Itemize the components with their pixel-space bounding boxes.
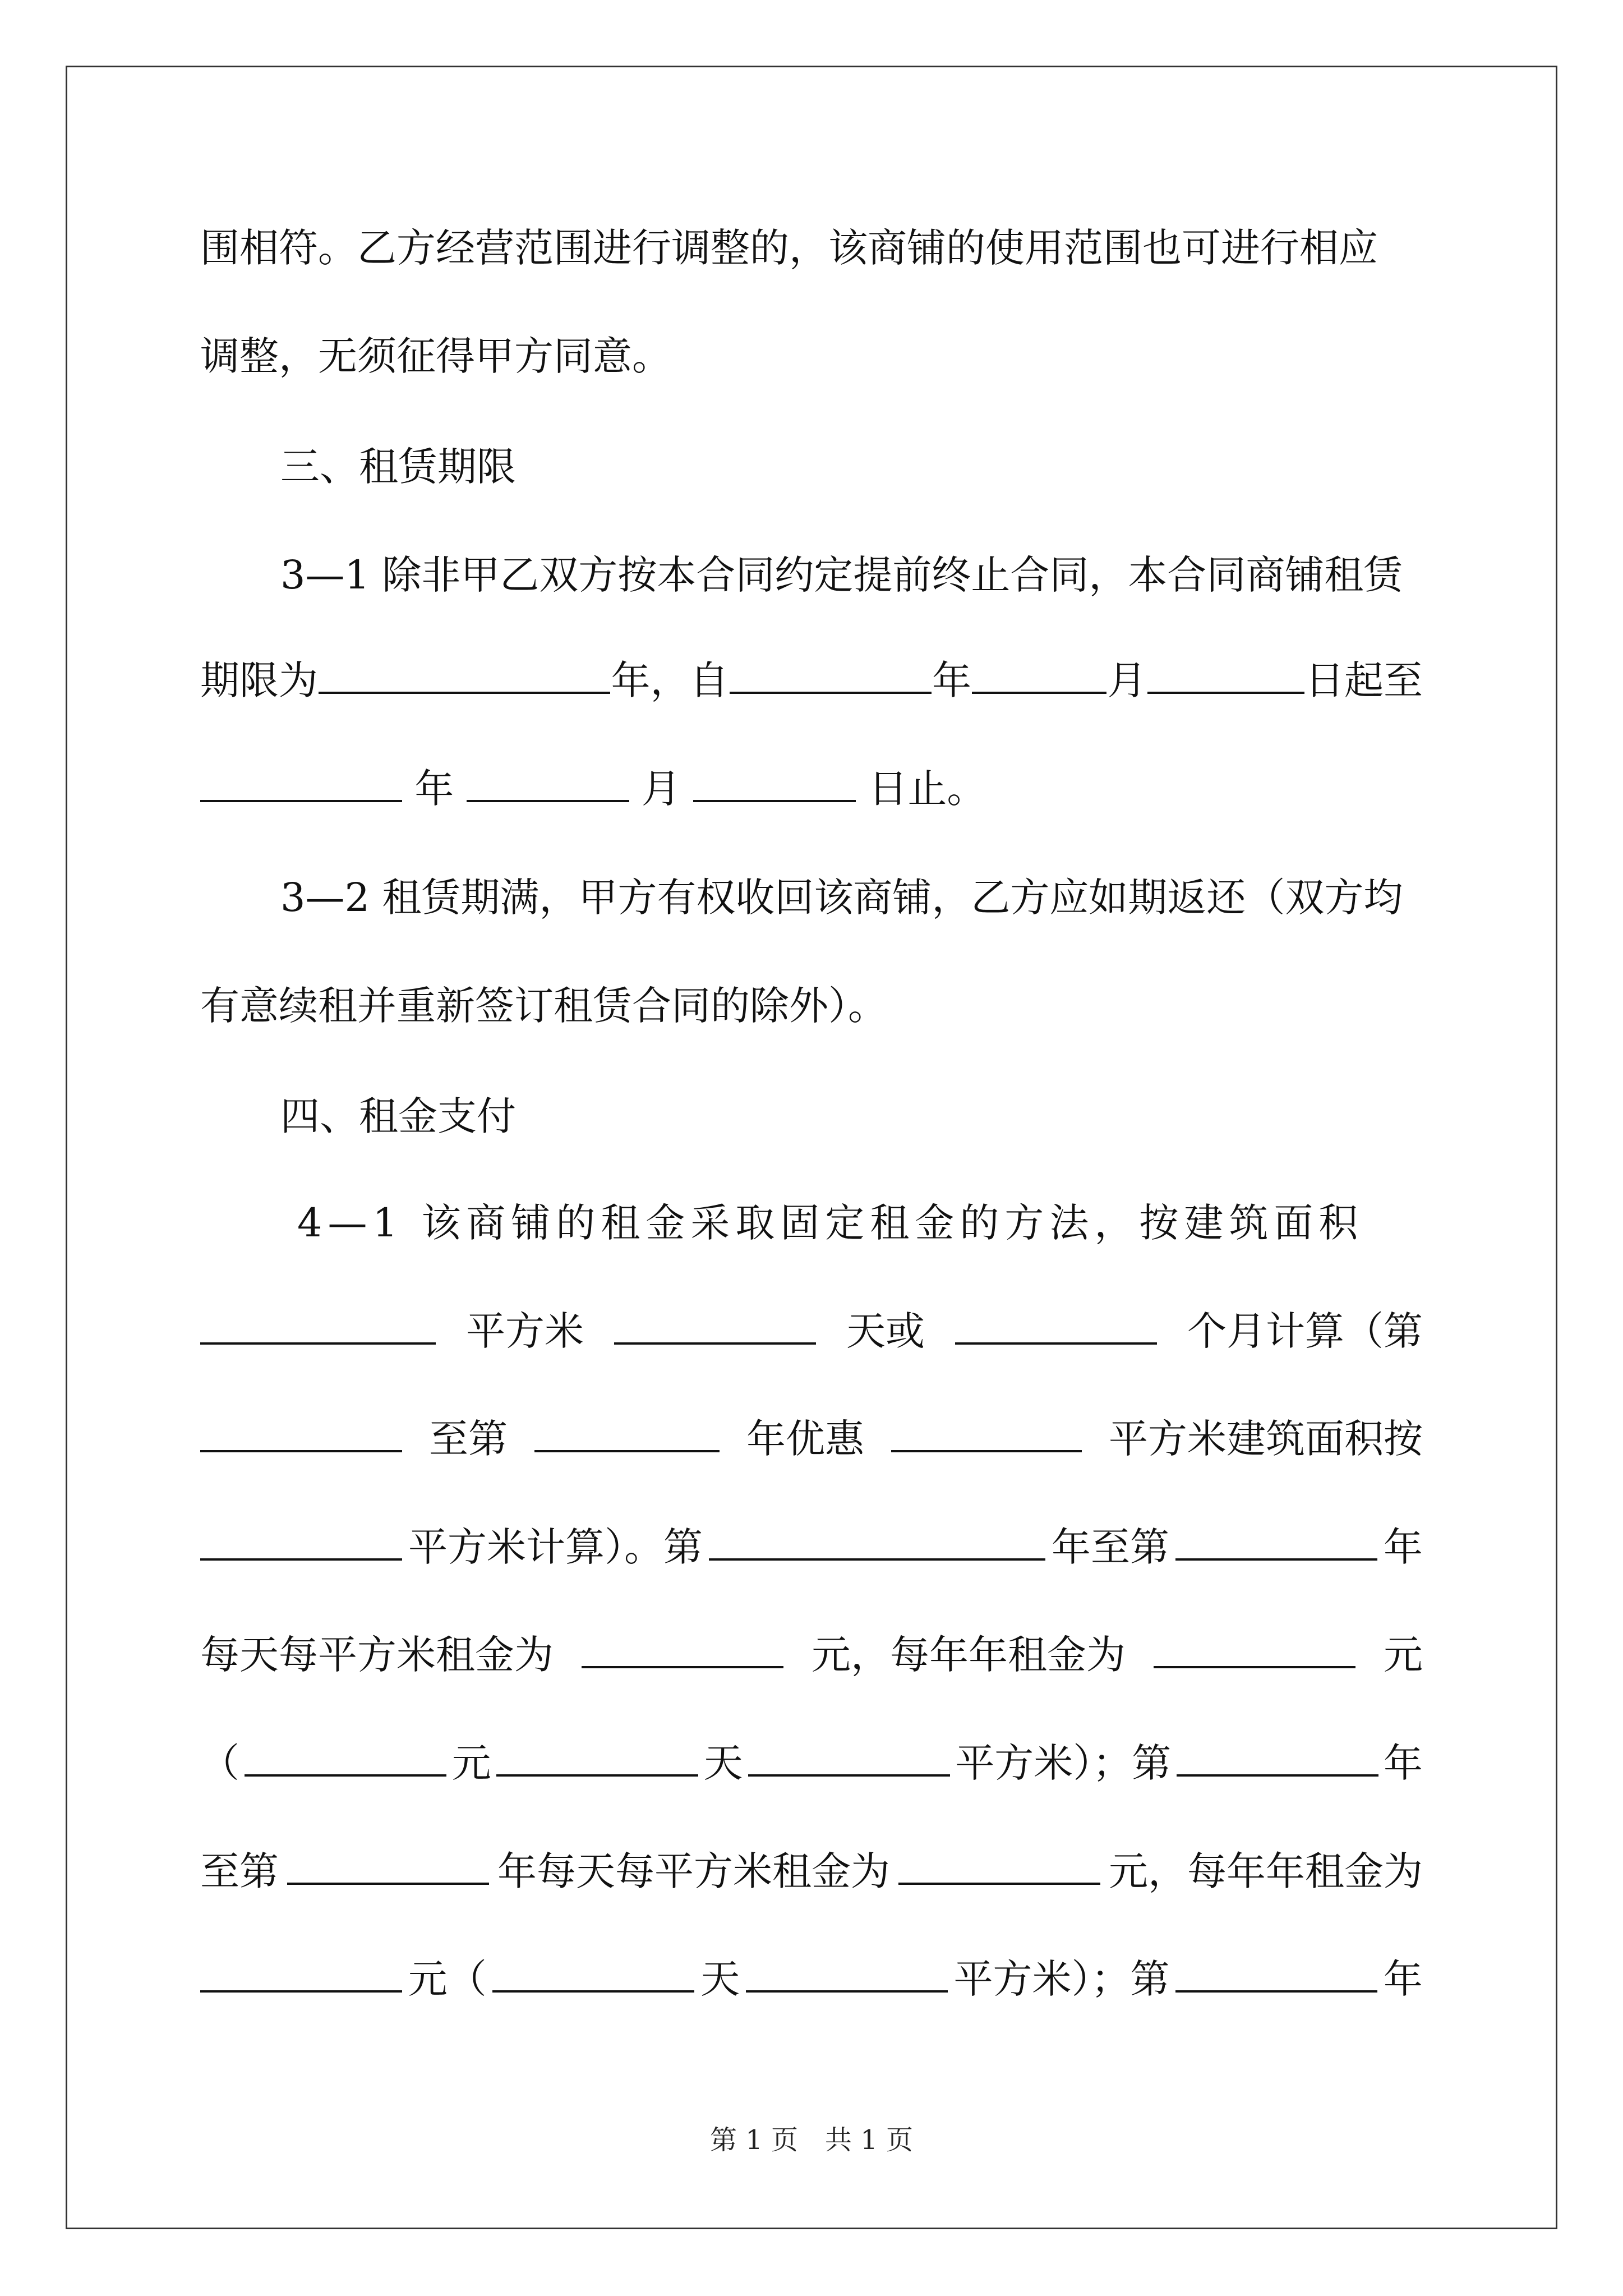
text-segment: 元，每年年租金为 (1109, 1848, 1423, 1894)
blank-year-from-2[interactable] (1177, 1735, 1378, 1777)
body-line-4-1-formula-1 (200, 1735, 1423, 1791)
blank-months[interactable] (955, 1303, 1157, 1345)
text-segment: 至第 (200, 1848, 279, 1894)
text-segment: 年 (932, 657, 971, 703)
blank-days[interactable] (614, 1303, 816, 1345)
text-segment: 月 (641, 766, 681, 812)
text-segment: 年 (414, 766, 454, 812)
text-segment: 平方米计算）。第 (408, 1524, 703, 1570)
blank-start-day[interactable] (1147, 652, 1304, 694)
text-segment: 日起至 (1305, 657, 1423, 703)
blank-start-month[interactable] (972, 652, 1106, 694)
text-segment: 有意续租并重新签订租赁合同的除外）。 (200, 983, 887, 1029)
body-line-1 (200, 220, 1423, 276)
text-segment: 个月计算（第 (1187, 1308, 1423, 1354)
body-line-4-1-rate-1 (200, 1627, 1423, 1683)
text-segment: 年每天每平方米租金为 (497, 1848, 890, 1894)
body-line-2 (200, 328, 1423, 384)
text-segment: 平方米）；第 (955, 1740, 1172, 1786)
text-segment: 年 (1384, 1740, 1423, 1786)
text-segment: 3—1 除非甲乙双方按本合同约定提前终止合同，本合同商铺租赁 (280, 552, 1403, 598)
body-line-4-1-formula-2 (200, 1951, 1423, 2007)
text-segment: 平方米 (466, 1308, 584, 1354)
text-segment: 年 (1384, 1524, 1423, 1570)
text-segment: 元 (451, 1740, 491, 1786)
body-line-4-1-discount (200, 1411, 1423, 1467)
blank-discount-end[interactable] (534, 1411, 720, 1452)
text-segment: 期限为 (200, 657, 318, 703)
blank-calc-area[interactable] (200, 1519, 402, 1561)
text-segment: 年，自 (611, 657, 729, 703)
blank-annual-rent-2[interactable] (200, 1951, 402, 1993)
blank-discount-area[interactable] (891, 1411, 1082, 1452)
text-segment: 调整，无须征得甲方同意。 (200, 333, 671, 379)
text-segment: 三、租赁期限 (280, 444, 516, 490)
blank-formula-area-1[interactable] (748, 1735, 950, 1777)
blank-daily-rate-1[interactable] (582, 1627, 783, 1668)
text-segment: 元 (1384, 1632, 1423, 1678)
body-line-3-1 (280, 547, 1423, 603)
blank-daily-rate-2[interactable] (898, 1843, 1100, 1885)
text-segment: 四、租金支付 (280, 1093, 516, 1139)
text-segment: 日止。 (868, 766, 986, 812)
blank-formula-day-2[interactable] (492, 1951, 694, 1993)
text-segment: 元，每年年租金为 (811, 1632, 1126, 1678)
blank-formula-area-2[interactable] (746, 1951, 948, 1993)
blank-discount-start[interactable] (200, 1411, 402, 1452)
text-segment: 围相符。乙方经营范围进行调整的，该商铺的使用范围也可进行相应 (200, 225, 1378, 271)
text-segment: 年 (1383, 1956, 1423, 2002)
body-line-3-2-cont (200, 978, 1423, 1034)
page-border (66, 66, 1557, 2229)
blank-years[interactable] (319, 652, 610, 694)
text-segment: 年至第 (1052, 1524, 1169, 1570)
body-line-term-end (200, 761, 1423, 817)
text-segment: 至第 (429, 1416, 508, 1462)
text-segment: 每天每平方米租金为 (200, 1632, 554, 1678)
body-line-4-1-area (200, 1303, 1423, 1359)
blank-year-from-3[interactable] (1175, 1951, 1377, 1993)
text-segment: 元（ (408, 1956, 487, 2002)
blank-annual-rent-1[interactable] (1154, 1627, 1355, 1668)
blank-formula-yuan-1[interactable] (245, 1735, 446, 1777)
text-segment: 4—1 该商铺的租金采取固定租金的方法，按建筑面积 (297, 1200, 1364, 1246)
section-heading-lease-term (280, 439, 1423, 495)
page-footer (0, 2123, 1623, 2157)
body-line-4-1 (297, 1195, 1423, 1251)
text-segment: 年优惠 (746, 1416, 864, 1462)
blank-end-day[interactable] (693, 761, 856, 802)
page-number: 第 1 页 共 1 页 (709, 2124, 914, 2156)
blank-end-month[interactable] (467, 761, 629, 802)
blank-year-to-1[interactable] (1175, 1519, 1377, 1561)
text-segment: 平方米）；第 (953, 1956, 1170, 2002)
blank-end-year[interactable] (200, 761, 402, 802)
blank-formula-day-1[interactable] (496, 1735, 698, 1777)
text-segment: 平方米建筑面积按 (1109, 1416, 1423, 1462)
body-line-4-1-calc (200, 1519, 1423, 1575)
text-segment: 天 (700, 1956, 740, 2002)
body-line-3-2 (280, 869, 1423, 926)
blank-area[interactable] (200, 1303, 436, 1345)
blank-year-from-1[interactable] (709, 1519, 1045, 1561)
body-line-4-1-rate-2 (200, 1843, 1423, 1899)
text-segment: （ (200, 1740, 239, 1786)
text-segment: 天 (703, 1740, 743, 1786)
section-heading-rent-payment (280, 1088, 1423, 1144)
text-segment: 月 (1107, 657, 1147, 703)
blank-start-year[interactable] (730, 652, 932, 694)
text-segment: 3—2 租赁期满，甲方有权收回该商铺，乙方应如期返还（双方均 (280, 875, 1403, 921)
body-line-term (200, 652, 1423, 708)
blank-year-to-2[interactable] (287, 1843, 489, 1885)
text-segment: 天或 (846, 1308, 925, 1354)
